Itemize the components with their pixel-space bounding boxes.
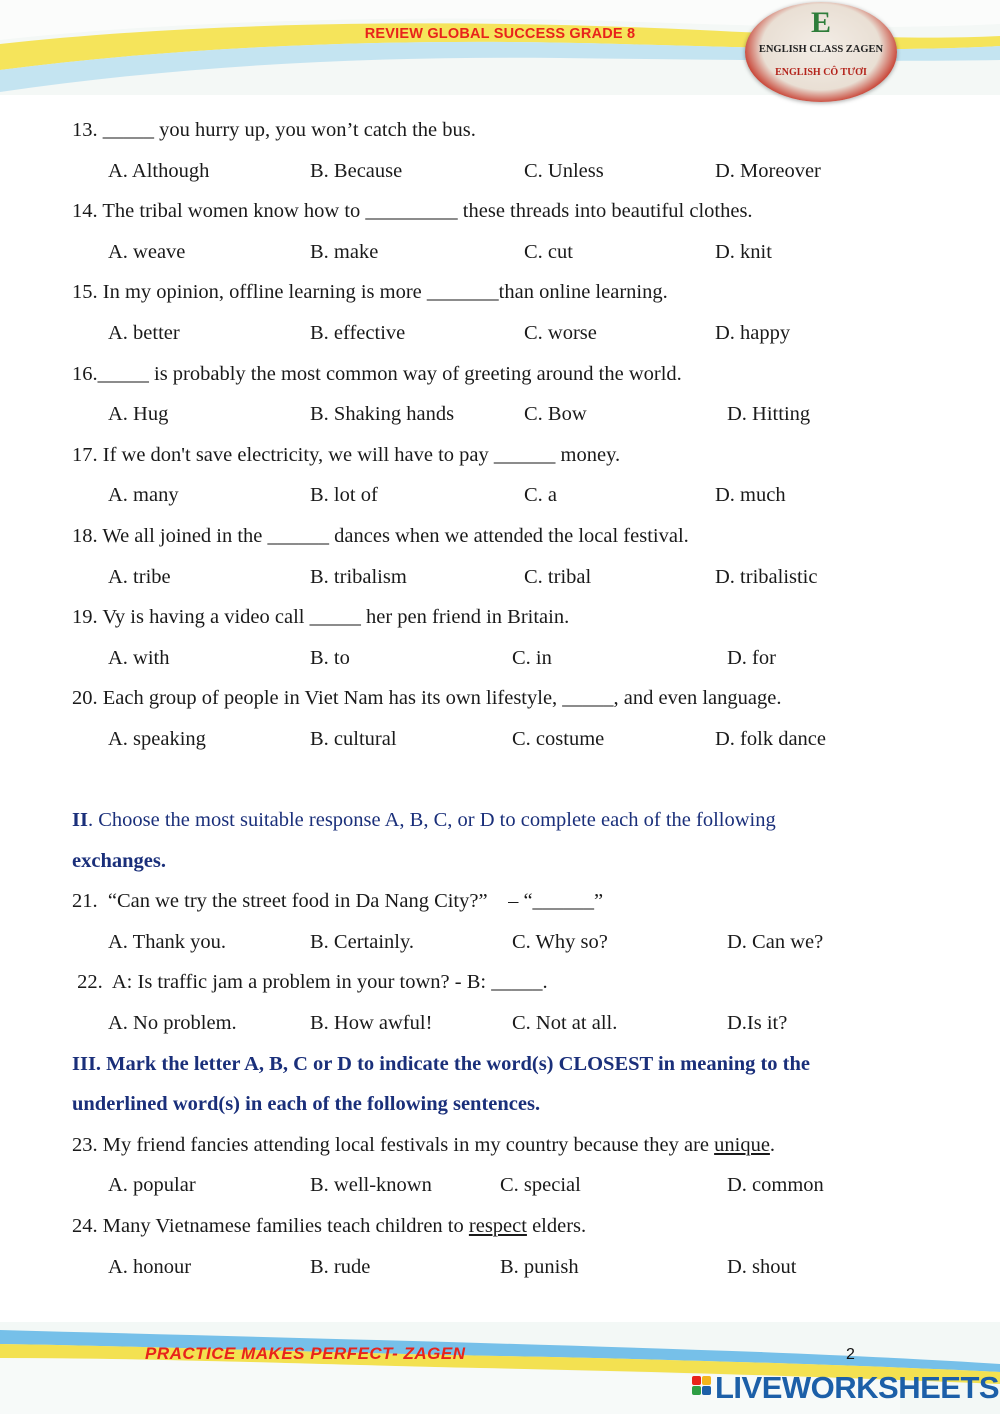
question-24-end: elders. — [526, 1215, 587, 1238]
question-18: 18. We all joined in the ______ dances when we attended the local festival. — [72, 524, 689, 547]
page-footer — [0, 1322, 1000, 1414]
question-18-options — [72, 557, 952, 598]
option-b[interactable]: B. Because — [310, 159, 403, 182]
option-d[interactable]: D. Hitting — [727, 403, 811, 426]
footer-motto: PRACTICE MAKES PERFECT- ZAGEN — [145, 1344, 466, 1363]
option-d[interactable]: D. Can we? — [727, 930, 824, 953]
section-2-text: . Choose the most suitable response A, B, C, or D to complete each of the following — [87, 809, 776, 832]
option-c[interactable]: C. in — [512, 646, 552, 669]
option-c[interactable]: C. Bow — [524, 403, 587, 426]
option-b[interactable]: B. lot of — [310, 484, 378, 507]
option-d[interactable]: D. Moreover — [715, 159, 821, 182]
option-d[interactable]: D. tribalistic — [715, 565, 818, 588]
option-d[interactable]: D. common — [727, 1174, 824, 1197]
option-d[interactable]: D. knit — [715, 240, 772, 263]
option-b[interactable]: B. make — [310, 240, 379, 263]
option-b[interactable]: B. effective — [310, 321, 406, 344]
question-23-text: 23. My friend fancies attending local festivals in my country because they are — [72, 1133, 715, 1156]
option-a[interactable]: A. Thank you. — [108, 930, 227, 953]
option-a[interactable]: A. better — [108, 321, 180, 344]
question-14-options — [72, 232, 952, 273]
option-b[interactable]: B. cultural — [310, 727, 397, 750]
option-c[interactable]: C. tribal — [524, 565, 592, 588]
option-d[interactable]: D. shout — [727, 1255, 797, 1278]
brand-text: LIVEWORKSHEETS — [715, 1370, 1000, 1405]
option-d[interactable]: D. much — [715, 484, 786, 507]
question-23-options — [72, 1165, 952, 1206]
question-16-options — [72, 394, 952, 435]
section-3-heading: III. Mark the letter A, B, C or D to indicate the word(s) CLOSEST in meaning to the — [72, 1052, 810, 1075]
option-d[interactable]: D. folk dance — [715, 727, 826, 750]
option-b[interactable]: B. well-known — [310, 1174, 432, 1197]
question-22: 22. A: Is traffic jam a problem in your town? - B: _____. — [72, 971, 548, 994]
option-c[interactable]: C. Unless — [524, 159, 604, 182]
logo-name: ENGLISH CLASS ZAGEN — [758, 44, 884, 55]
header-title: REVIEW GLOBAL SUCCESS GRADE 8 — [364, 26, 636, 42]
option-a[interactable]: A. honour — [108, 1255, 192, 1278]
option-c[interactable]: C. special — [500, 1174, 581, 1197]
option-b[interactable]: B. Shaking hands — [310, 403, 455, 426]
option-c[interactable]: C. cut — [524, 240, 573, 263]
option-a[interactable]: A. with — [108, 646, 170, 669]
option-a[interactable]: A. weave — [108, 240, 186, 263]
option-a[interactable]: A. tribe — [108, 565, 171, 588]
section-2-number: II — [72, 809, 88, 832]
liveworksheets-logo-icon — [692, 1374, 712, 1402]
question-24 — [72, 1206, 952, 1247]
option-c[interactable]: C. costume — [512, 727, 605, 750]
question-22-options — [72, 1003, 952, 1044]
option-d[interactable]: D.Is it? — [727, 1012, 788, 1035]
question-20-options — [72, 719, 952, 760]
option-c[interactable]: C. Not at all. — [512, 1012, 618, 1035]
option-a[interactable]: A. speaking — [108, 727, 206, 750]
option-a[interactable]: A. No problem. — [108, 1012, 237, 1035]
option-a[interactable]: A. Hug — [108, 403, 169, 426]
question-17: 17. If we don't save electricity, we will have to pay ______ money. — [72, 443, 621, 466]
option-a[interactable]: A. Although — [108, 159, 210, 182]
question-14: 14. The tribal women know how to _________ these threads into beautiful clothes. — [72, 200, 753, 223]
logo-e-mark-icon: E — [810, 6, 831, 39]
section-3-heading-cont: underlined word(s) in each of the following sentences. — [72, 1093, 541, 1116]
question-16: 16._____ is probably the most common way of greeting around the world. — [72, 362, 682, 385]
option-d[interactable]: D. happy — [715, 321, 791, 344]
question-20: 20. Each group of people in Viet Nam has its own lifestyle, _____, and even language. — [72, 687, 782, 710]
question-23-end: . — [769, 1133, 776, 1156]
option-c[interactable]: C. Why so? — [512, 930, 608, 953]
option-c[interactable]: B. punish — [500, 1255, 579, 1278]
question-21: 21. “Can we try the street food in Da Nang City?” – “______” — [72, 890, 604, 913]
option-c[interactable]: C. a — [524, 484, 558, 507]
underlined-word: unique — [714, 1133, 770, 1156]
question-19: 19. Vy is having a video call _____ her pen friend in Britain. — [72, 606, 570, 629]
option-b[interactable]: B. Certainly. — [310, 930, 415, 953]
option-b[interactable]: B. How awful! — [310, 1012, 433, 1035]
question-13-options — [72, 151, 952, 192]
option-a[interactable]: A. many — [108, 484, 179, 507]
question-15-options — [72, 313, 952, 354]
worksheet-content — [72, 110, 952, 1287]
option-c[interactable]: C. worse — [524, 321, 597, 344]
question-21-options — [72, 922, 952, 963]
section-2-heading-cont: exchanges. — [72, 849, 166, 872]
underlined-word: respect — [468, 1215, 527, 1238]
option-a[interactable]: A. popular — [108, 1174, 196, 1197]
section-gap — [72, 760, 952, 801]
option-b[interactable]: B. rude — [310, 1255, 371, 1278]
option-b[interactable]: B. tribalism — [310, 565, 407, 588]
liveworksheets-brand[interactable] — [692, 1370, 999, 1406]
section-2-heading — [72, 800, 952, 841]
option-b[interactable]: B. to — [310, 646, 350, 669]
page-number: 2 — [846, 1346, 855, 1363]
question-19-options — [72, 638, 952, 679]
question-17-options — [72, 475, 952, 516]
question-15: 15. In my opinion, offline learning is more _______than online learning. — [72, 281, 668, 304]
class-logo — [745, 2, 897, 102]
logo-tagline: ENGLISH CÔ TƯƠI — [775, 67, 867, 78]
question-24-text: 24. Many Vietnamese families teach children to — [72, 1215, 469, 1238]
question-23 — [72, 1125, 952, 1166]
option-d[interactable]: D. for — [727, 646, 776, 669]
question-13: 13. _____ you hurry up, you won’t catch the bus. — [72, 119, 476, 141]
question-24-options — [72, 1247, 952, 1288]
